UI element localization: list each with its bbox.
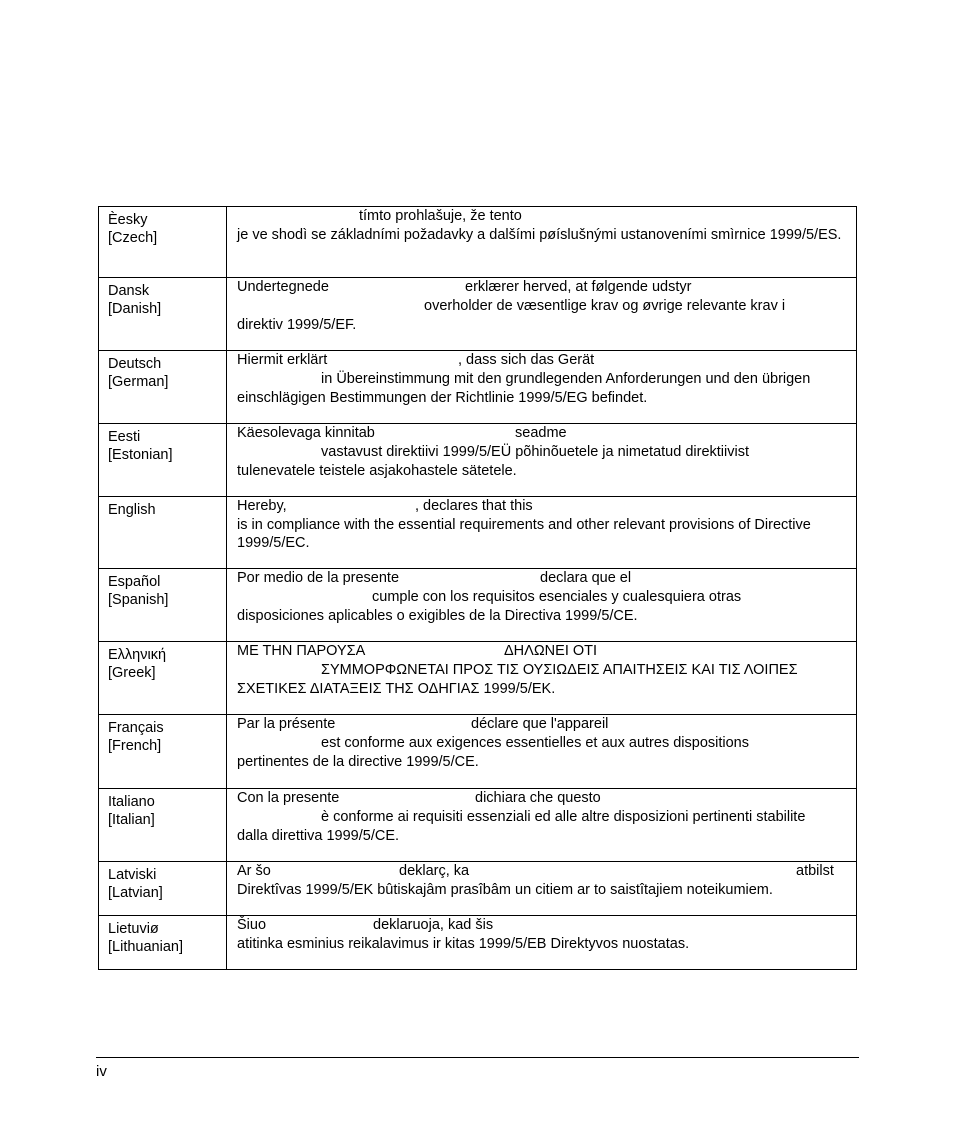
declaration-text-line [237,297,846,316]
declaration-row [99,424,857,497]
declaration-text-line [237,443,846,462]
language-code: [Lithuanian] [108,939,183,955]
language-cell [99,569,227,642]
declaration-text-cell [227,916,857,970]
declaration-text-fragment: seadme [515,425,567,441]
language-code: [Latvian] [108,885,163,901]
footer-rule [96,1057,859,1058]
language-code: [Estonian] [108,447,173,463]
declaration-text-line [237,680,846,699]
language-cell [99,351,227,424]
declaration-text-cell [227,642,857,715]
declaration-text-fragment: pertinentes de la directive 1999/5/CE. [237,754,479,770]
declaration-text-line [237,862,846,881]
declaration-text-cell [227,715,857,789]
declaration-text-line: je ve shodì se základními požadavky a dalšími pøíslušnými ustanoveními smìrnice 1999/5/ES. [237,227,842,243]
declaration-text-fragment: est conforme aux exigences essentielles et aux autres dispositions [321,735,749,751]
declaration-text-line [237,424,846,443]
declaration-text-fragment: tímto prohlašuje, že tento [359,208,522,224]
declaration-text-fragment: Šiuo [237,917,267,933]
language-code: [Greek] [108,665,156,681]
declaration-text-fragment: Käesolevaga kinnitab [237,425,375,441]
declaration-text-fragment: declara que el [540,570,632,586]
language-name: Eesti [108,429,141,445]
declaration-text-fragment: Por medio de la presente [237,570,400,586]
declaration-text-line [237,642,846,661]
declaration-text-line [237,827,846,846]
declaration-row [99,569,857,642]
declaration-row [99,715,857,789]
declaration-text-line [237,916,846,935]
declaration-text-fragment: Hereby, [237,498,287,514]
declaration-text-fragment: déclare que l'appareil [471,716,609,732]
declaration-row [99,351,857,424]
declaration-text-fragment: , dass sich das Gerät [458,352,595,368]
declaration-text-fragment: einschlägigen Bestimmungen der Richtlinie 1999/5/EG befindet. [237,390,648,406]
language-code: [Czech] [108,230,158,246]
declaration-row [99,497,857,569]
language-code: [Danish] [108,301,162,317]
language-cell [99,715,227,789]
language-name: Dansk [108,283,150,299]
language-name: Italiano [108,794,155,810]
language-name: Èesky [108,212,148,228]
declaration-text-fragment: Ar šo [237,863,271,879]
declaration-text-cell [227,862,857,916]
declaration-text-fragment: è conforme ai requisiti essenziali ed alle altre disposizioni pertinenti stabilite [321,809,806,825]
language-code: [German] [108,374,169,390]
declaration-text-line [237,661,846,680]
language-cell [99,424,227,497]
language-cell [99,207,227,278]
declaration-text-fragment: ΔΗΛΩΝΕΙ ΟΤΙ [504,643,598,659]
declaration-text-line [237,370,846,389]
declaration-text-fragment: atbilst [796,863,834,879]
declaration-text-line [237,607,846,626]
declaration-text-line [237,462,846,481]
declaration-text-fragment: erklærer herved, at følgende udstyr [465,279,692,295]
language-code: [French] [108,738,162,754]
declaration-text-fragment: vastavust direktiivi 1999/5/EÜ põhinõuetele ja nimetatud direktiivist [321,444,749,460]
declaration-text-fragment: deklaruoja, kad šis [373,917,494,933]
declaration-text-fragment: Direktîvas 1999/5/EK bûtiskajâm prasîbâm un citiem ar to saistîtajiem noteikumiem. [237,882,773,898]
declaration-text-fragment: , declares that this [415,498,533,514]
declaration-text-line: is in compliance with the essential requirements and other relevant provisions of Directive 1999/5/EC. [237,517,811,551]
declaration-text-cell [227,278,857,351]
declaration-text-line [237,316,846,335]
declaration-text-fragment: cumple con los requisitos esenciales y cualesquiera otras [372,589,742,605]
language-code: [Italian] [108,812,155,828]
language-cell [99,642,227,715]
language-cell [99,916,227,970]
declaration-text-cell [227,424,857,497]
declaration-text-line [237,497,846,516]
declaration-row [99,278,857,351]
language-cell [99,789,227,862]
language-code: [Spanish] [108,592,169,608]
declaration-text-fragment: in Übereinstimmung mit den grundlegenden Anforderungen und den übrigen [321,371,811,387]
declaration-row [99,207,857,278]
language-name: Español [108,574,161,590]
declaration-text-line [237,789,846,808]
declaration-text-line [237,588,846,607]
declaration-text-line [237,808,846,827]
declaration-text-line [237,734,846,753]
declaration-text-fragment: dichiara che questo [475,790,601,806]
declaration-text-cell [227,351,857,424]
language-cell [99,497,227,569]
declaration-text-line [237,351,846,370]
declaration-text-fragment: disposiciones aplicables o exigibles de la Directiva 1999/5/CE. [237,608,638,624]
declaration-text-line [237,278,846,297]
language-name: Ελληνική [108,647,167,663]
declaration-text-cell [227,497,857,569]
declaration-text-fragment: Undertegnede [237,279,329,295]
language-cell [99,862,227,916]
declaration-text-line [237,715,846,734]
declaration-text-fragment: dalla direttiva 1999/5/CE. [237,828,400,844]
declaration-row [99,642,857,715]
declaration-text-cell [227,207,857,278]
declaration-text-fragment: ΣΥΜΜΟΡΦΩΝΕΤΑΙ ΠΡΟΣ ΤΙΣ ΟΥΣΙΩΔΕΙΣ ΑΠΑΙΤΗΣΕΙΣ ΚΑΙ ΤΙΣ ΛΟΙΠΕΣ [321,662,798,678]
language-name: Français [108,720,164,736]
declaration-text-cell [227,569,857,642]
declaration-of-conformity-table [98,206,857,970]
declaration-text-fragment: atitinka esminius reikalavimus ir kitas 1999/5/EB Direktyvos nuostatas. [237,936,690,952]
declaration-text-line [237,881,846,900]
declaration-row [99,862,857,916]
language-name: Latviski [108,867,157,883]
declaration-text-fragment: tulenevatele teistele asjakohastele sätetele. [237,463,517,479]
declaration-text-fragment: Con la presente [237,790,340,806]
declaration-text-fragment: overholder de væsentlige krav og øvrige relevante krav i [424,298,786,314]
language-name: Deutsch [108,356,162,372]
language-name: Lietuviø [108,921,159,937]
language-cell [99,278,227,351]
declaration-row [99,789,857,862]
declaration-text-cell [227,789,857,862]
declaration-text-line [237,207,846,226]
declaration-text-line [237,753,846,772]
declaration-text-line [237,935,846,954]
declaration-text-fragment: Par la présente [237,716,336,732]
declaration-text-fragment: direktiv 1999/5/EF. [237,317,357,333]
page-number: iv [96,1063,107,1080]
declaration-text-fragment: ΣΧΕΤΙΚΕΣ ΔΙΑΤΑΞΕΙΣ ΤΗΣ ΟΔΗΓΙΑΣ 1999/5/ΕΚ. [237,681,556,697]
declaration-text-fragment: Hiermit erklärt [237,352,328,368]
declaration-text-fragment: deklarç, ka [399,863,470,879]
declaration-text-fragment: ΜΕ ΤΗΝ ΠΑΡΟΥΣΑ [237,643,366,659]
declaration-text-line [237,389,846,408]
declaration-text-line [237,569,846,588]
language-name: English [108,502,156,518]
declaration-row [99,916,857,970]
